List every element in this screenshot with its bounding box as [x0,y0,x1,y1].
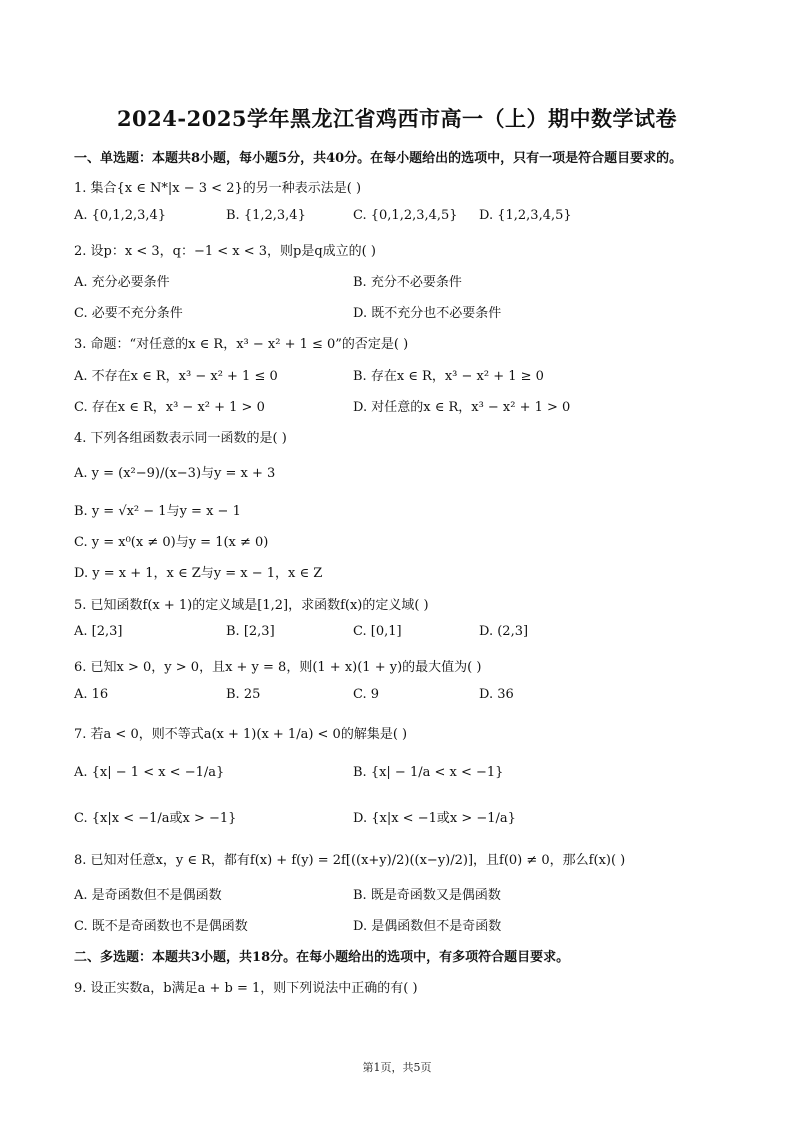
question-6-option-a: A. 16 [74,687,109,702]
question-2-option-b: B. 充分不必要条件 [353,275,462,290]
question-1-option-a: A. {0,1,2,3,4} [74,208,167,223]
question-3-option-a: A. 不存在x ∈ R，x³ − x² + 1 ≤ 0 [74,369,278,384]
question-7-option-d: D. {x|x < −1或x > −1/a} [353,811,516,826]
document-title: 2024-2025学年黑龙江省鸡西市高一（上）期中数学试卷 [116,106,678,131]
question-2-option-c: C. 必要不充分条件 [74,306,183,321]
question-7-option-c: C. {x|x < −1/a或x > −1} [74,811,237,826]
question-5-option-c: C. [0,1] [353,624,402,639]
question-6-option-b: B. 25 [226,687,261,702]
question-1-stem: 1. 集合{x ∈ N*|x − 3 < 2}的另一种表示法是( ) [74,181,362,196]
question-2-option-d: D. 既不充分也不必要条件 [353,306,502,321]
question-5-stem: 5. 已知函数f(x + 1)的定义域是[1,2]，求函数f(x)的定义域( ) [74,598,429,613]
question-2-stem: 2. 设p：x < 3，q：−1 < x < 3，则p是q成立的( ) [74,244,376,259]
question-1-option-c: C. {0,1,2,3,4,5} [353,208,458,223]
question-4-option-d: D. y = x + 1，x ∈ Z与y = x − 1，x ∈ Z [74,566,323,581]
question-2-option-a: A. 充分必要条件 [74,275,170,290]
question-6-option-d: D. 36 [479,687,514,702]
page-footer: 第1页，共5页 [362,1061,432,1074]
question-8-option-c: C. 既不是奇函数也不是偶函数 [74,919,248,934]
question-4-option-b: B. y = √x² − 1与y = x − 1 [74,504,241,519]
question-4-option-a: A. y = (x²−9)/(x−3)与y = x + 3 [74,466,276,481]
question-5-option-b: B. [2,3] [226,624,275,639]
question-8-option-d: D. 是偶函数但不是奇函数 [353,919,502,934]
question-8-stem: 8. 已知对任意x，y ∈ R，都有f(x) + f(y) = 2f[((x+y)/2)((x−y)/2)]，且f(0) ≠ 0，那么f(x)( ) [74,853,626,868]
question-7-option-b: B. {x| − 1/a < x < −1} [353,765,504,780]
question-5-option-d: D. (2,3] [479,624,529,639]
section-single-choice-heading: 一、单选题：本题共8小题，每小题5分，共40分。在每小题给出的选项中，只有一项是符合题目要求的。 [74,151,683,166]
question-4-option-c: C. y = x⁰(x ≠ 0)与y = 1(x ≠ 0) [74,535,269,550]
question-4-stem: 4. 下列各组函数表示同一函数的是( ) [74,431,287,446]
question-7-stem: 7. 若a < 0，则不等式a(x + 1)(x + 1/a) < 0的解集是( ) [74,727,408,742]
question-7-option-a: A. {x| − 1 < x < −1/a} [74,765,225,780]
question-9-stem: 9. 设正实数a，b满足a + b = 1，则下列说法中正确的有( ) [74,981,418,996]
question-8-option-b: B. 既是奇函数又是偶函数 [353,888,501,903]
question-1-option-b: B. {1,2,3,4} [226,208,306,223]
question-3-option-c: C. 存在x ∈ R，x³ − x² + 1 > 0 [74,400,265,415]
section-multiple-choice-heading: 二、多选题：本题共3小题，共18分。在每小题给出的选项中，有多项符合题目要求。 [74,950,570,965]
question-3-stem: 3. 命题：“对任意的x ∈ R，x³ − x² + 1 ≤ 0”的否定是( ) [74,337,409,352]
question-3-option-b: B. 存在x ∈ R，x³ − x² + 1 ≥ 0 [353,369,544,384]
question-1-option-d: D. {1,2,3,4,5} [479,208,572,223]
question-6-stem: 6. 已知x > 0，y > 0，且x + y = 8，则(1 + x)(1 + y)的最大值为( ) [74,660,482,675]
question-5-option-a: A. [2,3] [74,624,123,639]
question-8-option-a: A. 是奇函数但不是偶函数 [74,888,222,903]
question-6-option-c: C. 9 [353,687,380,702]
question-3-option-d: D. 对任意的x ∈ R，x³ − x² + 1 > 0 [353,400,571,415]
